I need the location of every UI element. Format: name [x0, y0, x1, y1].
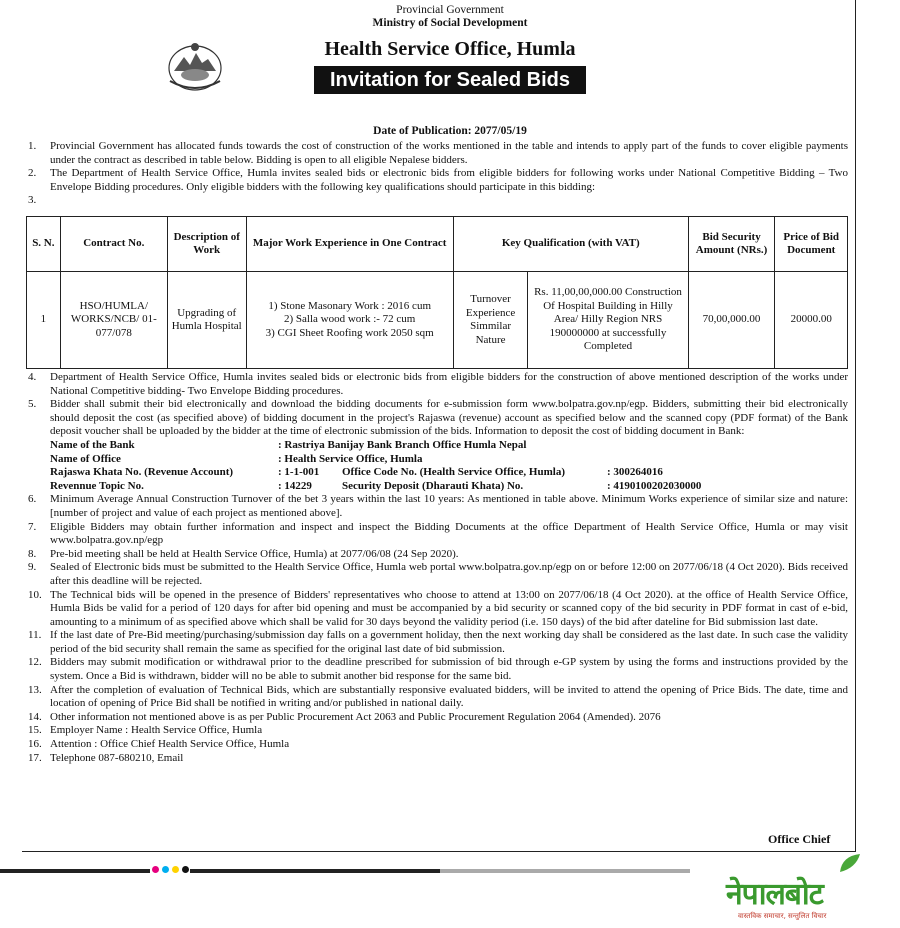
list-item: 5. Bidder shall submit their bid electronically and download the bidding documents for e-submission form www.bolpatra.gov.np/egp. Bidders, submitting their bid electronically should deposit the cost (as specified above) of bidding document in the project's Rajaswa (revenue) account as specified below and the scanned copy (PDF format) of the Bank deposit voucher shall be uploaded by the bidder at the time of electronic submission of the bids. Information to deposit the cost of bidding document in Bank: [28, 398, 848, 438]
brand-logo: नेपालबोट [726, 877, 823, 912]
list-item: 11. If the last date of Pre-Bid meeting/purchasing/submission day falls on a government holiday, then the next working day shall be considered as the last date. In such case the validity period of the bid security shall remain the same as specified for the original last date of bid submission. [28, 629, 848, 655]
col-price: Price of Bid Document [775, 217, 848, 272]
cell-security: 70,00,000.00 [688, 272, 775, 369]
list-item: 10. The Technical bids will be opened in the presence of Bidders' representatives who choose to attend at 13:00 on 2077/06/18 (4 Oct 2020). at the office of Health Service Office, Humla Bids be valid for a period of 120 days for after bid opening and must be accompanied by a bid security or scanned copy of the bid security in PDF format in cast of e-bid, amounting to a minimum of as specified above which shall be valid for 30 days beyond the validity period (i.e. 150 days) of the bid after dateline for Bid submission last date. [28, 588, 848, 628]
col-experience: Major Work Experience in One Contract [246, 217, 453, 272]
footer-rule [0, 869, 150, 873]
office-title: Health Service Office, Humla [324, 38, 576, 60]
table-header-row [27, 217, 848, 272]
col-sn: S. N. [27, 217, 61, 272]
list-item: 1. Provincial Government has allocated funds towards the cost of construction of the works mentioned in the table and intends to apply part of the funds to cover eligible payments under the contract as described in table below. Bidding is open to all eligible Nepalese bidders. [28, 140, 848, 166]
cell-contract: HSO/HUMLA/ WORKS/NCB/ 01-077/078 [60, 272, 167, 369]
col-security: Bid Security Amount (NRs.) [688, 217, 775, 272]
notice-banner: Invitation for Sealed Bids [314, 66, 586, 94]
publication-date: Date of Publication: 2077/05/19 [373, 125, 527, 137]
signature: Office Chief [768, 832, 831, 846]
notice-header [0, 4, 900, 94]
col-qualification: Key Qualification (with VAT) [453, 217, 688, 272]
col-description: Description of Work [167, 217, 246, 272]
table-row [27, 272, 848, 369]
cell-qualification-label: Turnover Experience Simmilar Nature [453, 272, 528, 369]
terms-items [28, 371, 848, 765]
list-item: 4. Department of Health Service Office, Humla invites sealed bids or electronic bids from eligible bidders for the construction of above mentioned description of the works under National Competitive bidding- Two Envelope Bidding procedures. [28, 371, 848, 397]
list-item: 15. Employer Name : Health Service Office, Humla [28, 724, 263, 737]
government-line: Provincial Government [396, 4, 504, 16]
list-item: 8. Pre-bid meeting shall be held at Health Service Office, Humla) at 2077/06/08 (24 Sep 2020). [28, 547, 459, 560]
cell-price: 20000.00 [775, 272, 848, 369]
print-color-marks [152, 866, 189, 873]
bank-details: Name of the Bank : Rastriya Banijay Bank Branch Office Humla Nepal Name of Office : Health Service Office, Humla Rajaswa Khata No. (Revenue Account) : 1-1-001 Office Code No. (Health Service Office, Humla) : 300264016 Revennue Topic No. : 14229 Security Deposit (Dharauti Khata) No. : 4190100202030000 [50, 438, 702, 492]
col-contract: Contract No. [60, 217, 167, 272]
bids-table [26, 216, 848, 369]
cell-experience: 1) Stone Masonary Work : 2016 cum 2) Salla wood work :- 72 cum 3) CGI Sheet Roofing work 2050 sqm [246, 272, 453, 369]
leaf-icon [836, 852, 864, 874]
list-item: 2. The Department of Health Service Office, Humla invites sealed bids or electronic bids from eligible bidders for following works under National Competitive Bidding – Two Envelope Bidding procedures. Only eligible bidders with the following key qualifications should participate in this bidding: [28, 167, 848, 193]
ministry-line: Ministry of Social Development [372, 17, 528, 29]
cell-sn: 1 [27, 272, 61, 369]
list-item: 16. Attention : Office Chief Health Service Office, Humla [28, 738, 290, 751]
list-item: 7. Eligible Bidders may obtain further information and inspect and inspect the Bidding Documents at the office Department of Health Service Office, Humla or may visit www.bolpatra.gov.np/egp [28, 520, 848, 547]
intro-items [28, 140, 848, 208]
footer-rule [440, 869, 690, 873]
cell-qualification-value: Rs. 11,00,00,000.00 Construction Of Hospital Building in Hilly Area/ Hilly Region NRS 190000000 at successfully Completed [528, 272, 688, 369]
footer-rule [190, 869, 440, 873]
list-item: 13. After the completion of evaluation of Technical Bids, which are substantially responsive evaluated bidders, will be invited to attend the opening of Price Bids. The date, time and location of opening of Price Bid shall be notified in writing and/or published in national daily. [28, 683, 848, 710]
list-item: 6. Minimum Average Annual Construction Turnover of the bet 3 years within the last 10 years: As mentioned in table above. Minimum Works experience of similar size and nature: [number of project and value of each project as mentioned above]. [28, 493, 848, 519]
cell-description: Upgrading of Humla Hospital [167, 272, 246, 369]
list-item: 17. Telephone 087-680210, Email [28, 751, 184, 764]
list-item: 9. Sealed of Electronic bids must be submitted to the Health Service Office, Humla web portal www.bolpatra.gov.np/egp on or before 12:00 on 2077/06/18 (4 Oct 2020). Bids received after this deadline will be rejected. [28, 561, 848, 587]
list-item: 12. Bidders may submit modification or withdrawal prior to the deadline prescribed for submission of bid through e-GP system by using the forms and instructions provided by the system. Once a Bid is withdrawn, bidder will no be able to submit another bid response for the same bid. [28, 656, 848, 683]
list-item: 14. Other information not mentioned above is as per Public Procurement Act 2063 and Public Procurement Regulation 2064 (Amended). 2076 [28, 710, 661, 723]
brand-tagline: वास्तविक समाचार, सन्तुलित विचार [738, 912, 827, 920]
list-item: 3. [28, 194, 37, 207]
